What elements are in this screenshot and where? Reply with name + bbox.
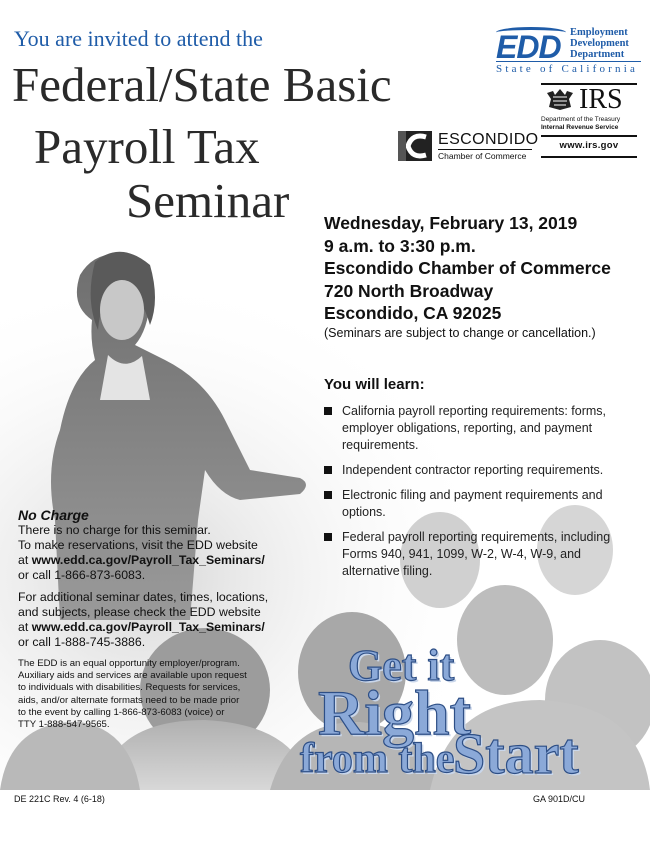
- edd-name-line-1: Employment: [570, 27, 628, 38]
- slogan-line-2: Right: [318, 677, 471, 748]
- bullet-square-icon: [324, 533, 332, 541]
- title-line-3: Seminar: [126, 173, 290, 228]
- bullet-square-icon: [324, 466, 332, 474]
- bullet-square-icon: [324, 491, 332, 499]
- irs-logo: [541, 83, 637, 159]
- no-charge-heading: No Charge: [18, 507, 89, 523]
- list-item: [324, 487, 639, 521]
- no-charge-line-1: There is no charge for this seminar.: [18, 523, 211, 537]
- title-line-1: Federal/State Basic: [12, 57, 392, 112]
- event-details: [324, 212, 611, 341]
- eeo-line: aids, and/or alternate formats need to be made prior: [18, 694, 240, 706]
- edd-logo: [496, 25, 641, 75]
- list-item: [324, 529, 639, 580]
- escondido-c-icon: [398, 131, 432, 161]
- no-charge-at: at: [18, 553, 32, 567]
- event-note: (Seminars are subject to change or cancellation.): [324, 325, 596, 340]
- eeo-statement: [18, 658, 318, 731]
- irs-mid-rule: [541, 135, 637, 137]
- invitation-text: You are invited to attend the: [14, 26, 263, 51]
- no-charge-line-4: or call 1-866-873-6083.: [18, 568, 146, 582]
- title-line-2: Payroll Tax: [34, 119, 260, 174]
- more-info: [18, 590, 318, 650]
- slogan-line-1: Get it: [348, 641, 455, 690]
- list-item-text: Independent contractor reporting requirements.: [342, 463, 604, 477]
- escondido-name: ESCONDIDO: [438, 131, 539, 148]
- slogan-line-3a: from the: [300, 736, 455, 782]
- no-charge-line-2: To make reservations, visit the EDD website: [18, 538, 258, 552]
- irs-url: www.irs.gov: [559, 140, 619, 151]
- edd-name-line-3: Department: [570, 49, 625, 60]
- irs-service: Internal Revenue Service: [541, 124, 619, 131]
- ga-code: GA 901D/CU: [533, 794, 586, 804]
- eagle-icon: [545, 87, 575, 111]
- list-item: [324, 403, 639, 454]
- escondido-rule: [438, 149, 532, 150]
- no-charge-body: [18, 523, 318, 583]
- bullet-square-icon: [324, 407, 332, 415]
- edd-seminar-link[interactable]: www.edd.ca.gov/Payroll_Tax_Seminars/: [31, 553, 265, 567]
- list-item-text: California payroll reporting requirements: forms, employer obligations, reporting, and payment requirements.: [342, 404, 606, 452]
- event-street: 720 North Broadway: [324, 280, 494, 301]
- slogan-line-3b: Start: [453, 721, 579, 786]
- event-time: 9 a.m. to 3:30 p.m.: [324, 235, 476, 256]
- eeo-line: to individuals with disabilities. Requests for services,: [18, 682, 241, 694]
- more-info-line-2: and subjects, please check the EDD website: [18, 605, 261, 619]
- more-info-at: at: [18, 620, 32, 634]
- more-info-line-1: For additional seminar dates, times, locations,: [18, 590, 269, 604]
- event-venue: Escondido Chamber of Commerce: [324, 258, 611, 278]
- form-number: DE 221C Rev. 4 (6-18): [14, 794, 105, 804]
- learn-list: [324, 403, 639, 588]
- list-item: [324, 462, 639, 479]
- escondido-logo: [398, 131, 538, 163]
- no-charge-line-3: [18, 553, 318, 568]
- irs-bottom-rule: [541, 156, 637, 158]
- eeo-line: Auxiliary aids and services are available upon request: [18, 670, 247, 682]
- edd-name: [570, 27, 650, 60]
- eeo-line: to the event by calling 1-866-873-6083 (voice) or: [18, 706, 225, 718]
- list-item-text: Electronic filing and payment requirements and options.: [342, 488, 603, 519]
- event-city: Escondido, CA 92025: [324, 303, 502, 323]
- list-item-text: Federal payroll reporting requirements, including Forms 940, 941, 1099, W-2, W-4, W-9, and alternative filing.: [342, 530, 611, 578]
- edd-state: State of California: [496, 61, 641, 75]
- edd-seminar-link-2[interactable]: www.edd.ca.gov/Payroll_Tax_Seminars/: [31, 620, 265, 634]
- eeo-line: The EDD is an equal opportunity employer/program.: [18, 658, 240, 669]
- irs-mark: IRS: [579, 84, 623, 115]
- more-info-line-3: [18, 620, 318, 635]
- irs-dept: Department of the Treasury: [541, 116, 621, 123]
- more-info-line-4: or call 1-888-745-3886.: [18, 635, 146, 649]
- edd-name-line-2: Development: [570, 38, 629, 49]
- learn-heading: You will learn:: [324, 376, 425, 393]
- edd-mark: EDD: [496, 29, 561, 65]
- event-date: Wednesday, February 13, 2019: [324, 213, 578, 233]
- escondido-sub: Chamber of Commerce: [438, 151, 527, 161]
- eeo-line: TTY 1-888-547-9565.: [18, 719, 110, 731]
